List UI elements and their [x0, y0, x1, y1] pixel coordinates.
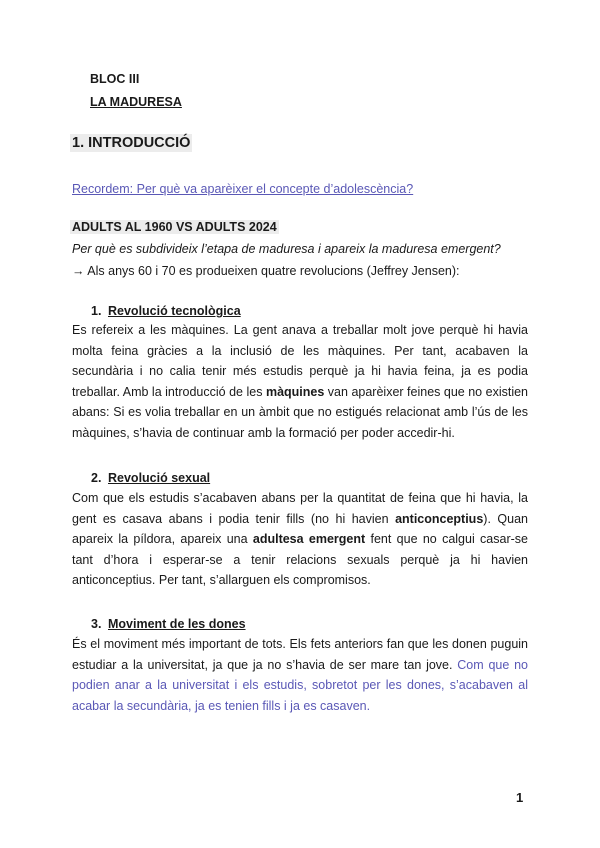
revolution-2-bold-contraceptives: anticonceptius	[395, 511, 484, 526]
comparison-intro: → Als anys 60 i 70 es produeixen quatre revolucions (Jeffrey Jensen):	[72, 264, 460, 278]
comparison-question: Per què es subdivideix l’etapa de maduresa i apareix la maduresa emergent?	[72, 242, 501, 256]
revolution-3-purple-text: Com que no podien anar a la universitat i els estudis, sobretot per les dones, s’acabaven al acabar la secundària, ja es tenien fills i ja es casaven.	[72, 657, 528, 713]
revolution-1-number: 1.	[91, 304, 102, 318]
revolution-1-heading	[91, 304, 241, 318]
comparison-heading: ADULTS AL 1960 VS ADULTS 2024	[72, 220, 277, 234]
revolution-1-paragraph	[72, 320, 528, 444]
revolution-2-number: 2.	[91, 471, 102, 485]
revolution-1-text-b: van aparèixer feines que no existien abans: Si es volia treballar en un àmbit que no estigués relacionat amb l’ús de les màquines, s’havia de continuar amb la formació per poder accedir-hi.	[72, 384, 528, 440]
revolution-2-text-c: fent que no calgui casar-se tant d’hora i esperar-se a tenir relacions sexuals perquè ja hi havien anticonceptius. Per tant, s’allarguen els compromisos.	[72, 532, 528, 588]
revolution-2-paragraph	[72, 488, 528, 591]
revolution-1-title: Revolució tecnològica	[108, 304, 241, 318]
revolution-1-text-a: Es refereix a les màquines. La gent anava a treballar molt jove perquè hi havia molta feina gràcies a la inclusió de les màquines. Per tant, acabaven la secundària i no calia tenir més estudis perquè ja hi havia feina, ja es podia treballar. Amb la introducció de les	[72, 323, 528, 399]
page-number: 1	[516, 790, 524, 805]
revolution-3-title: Moviment de les dones	[108, 617, 246, 631]
revolution-2-text-a: Com que els estudis s’acabaven abans per la quantitat de feina que hi havia, la gent es casava abans i podia tenir fills (no hi havien	[72, 491, 528, 526]
revolution-3-heading	[91, 617, 246, 631]
revolution-2-text-b: ). Quan apareix la píldora, apareix una	[72, 511, 528, 547]
revolution-2-title: Revolució sexual	[108, 471, 211, 485]
recall-link[interactable]: Recordem: Per què va aparèixer el concepte d’adolescència?	[72, 182, 414, 196]
block-label: BLOC III	[90, 72, 140, 86]
revolution-3-text-a: És el moviment més important de tots. Els fets anteriors fan que les donen puguin estudiar a la universitat, ja que ja no s’havia de ser mare tan jove.	[72, 637, 528, 672]
revolution-3-number: 3.	[91, 617, 102, 631]
revolution-2-bold-emerging-adulthood: adultesa emergent	[252, 532, 366, 547]
block-title: LA MADURESA	[90, 95, 182, 109]
revolution-3-paragraph	[72, 634, 528, 716]
revolution-2-heading	[91, 471, 210, 485]
revolution-1-bold-machines: màquines	[265, 384, 325, 399]
section-heading: 1. INTRODUCCIÓ	[72, 135, 191, 151]
